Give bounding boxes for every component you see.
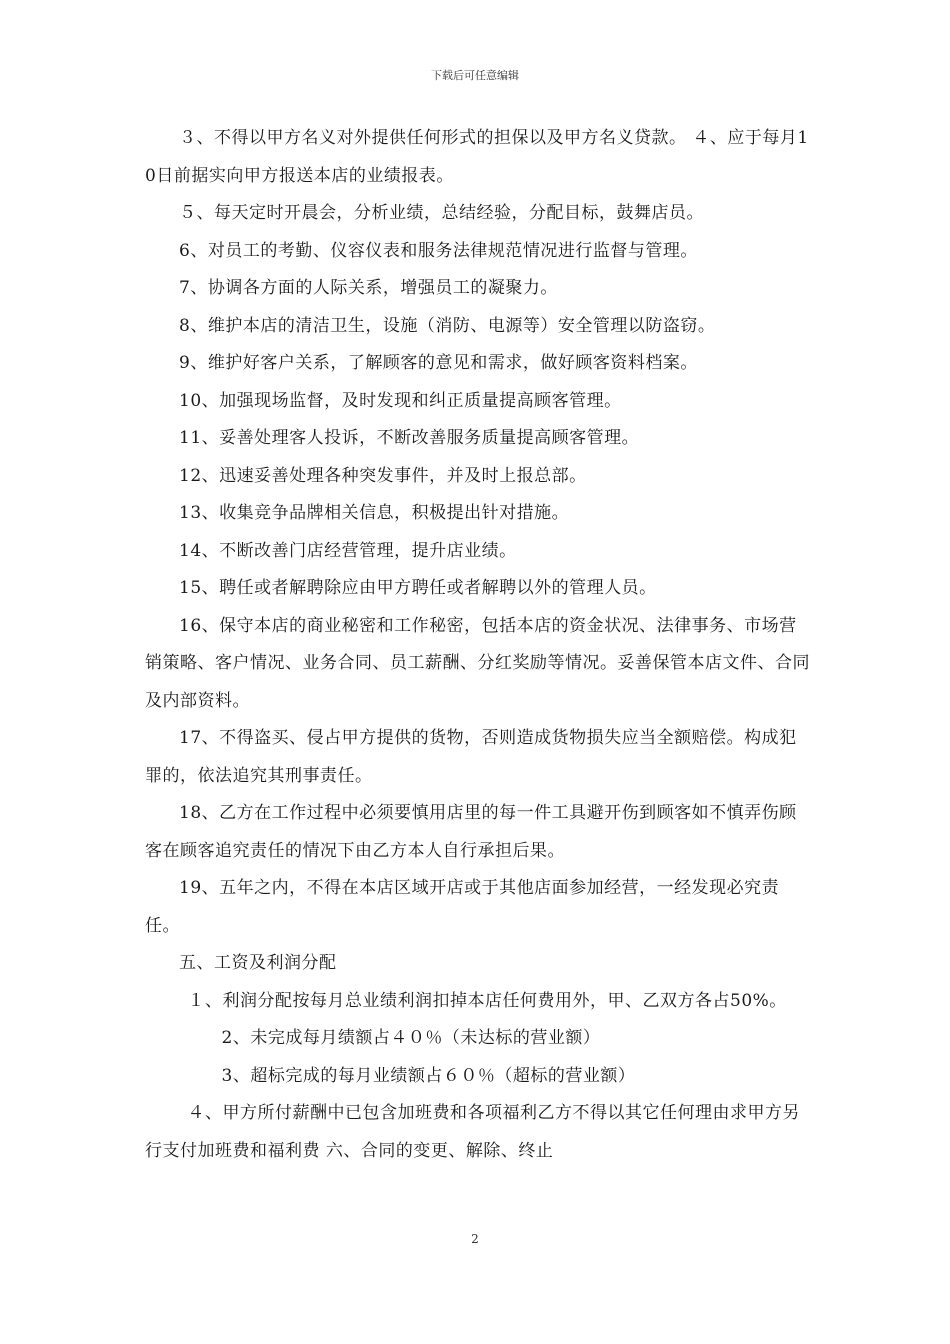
paragraph-clause-11: 11、妥善处理客人投诉，不断改善服务质量提高顾客管理。 (179, 428, 640, 448)
page-number: 2 (471, 1232, 479, 1246)
document-body (145, 120, 810, 1170)
paragraph-clause-3-4: ３、不得以甲方名义对外提供任何形式的担保以及甲方名义贷款。 ４、应于每月10日前据实向甲方报送本店的业绩报表。 (145, 128, 809, 186)
paragraph-clause-12: 12、迅速妥善处理各种突发事件，并及时上报总部。 (179, 465, 587, 486)
paragraph-profit-4: ４、甲方所付薪酬中已包含加班费和各项福利乙方不得以其它任何理由求甲方另行支付加班费和福利费 六、合同的变更、解除、终止 (145, 1103, 800, 1161)
paragraph-clause-16: 16、保守本店的商业秘密和工作秘密，包括本店的资金状况、法律事务、市场营销策略、客户情况、业务合同、员工薪酬、分红奖励等情况。妥善保管本店文件、合同及内部资料。 (145, 615, 810, 711)
paragraph-clause-6: 6、对员工的考勤、仪容仪表和服务法律规范情况进行监督与管理。 (179, 240, 698, 261)
paragraph-clause-14: 14、不断改善门店经营管理，提升店业绩。 (179, 540, 517, 561)
paragraph-clause-7: 7、协调各方面的人际关系，增强员工的凝聚力。 (179, 278, 558, 298)
paragraph-clause-8: 8、维护本店的清洁卫生，设施（消防、电源等）安全管理以防盗窃。 (179, 315, 716, 336)
paragraph-profit-3: 3、超标完成的每月业绩额占６０％（超标的营业额） (221, 1065, 636, 1086)
section-heading-salary-profit: 五、工资及利润分配 (179, 953, 337, 973)
paragraph-clause-5: ５、每天定时开晨会，分析业绩，总结经验，分配目标，鼓舞店员。 (179, 203, 704, 223)
paragraph-clause-17: 17、不得盗买、侵占甲方提供的货物，否则造成货物损失应当全额赔偿。构成犯罪的，依法追究其刑事责任。 (145, 728, 797, 786)
paragraph-clause-10: 10、加强现场监督，及时发现和纠正质量提高顾客管理。 (179, 390, 622, 411)
paragraph-profit-1: １、利润分配按每月总业绩利润扣掉本店任何费用外，甲、乙双方各占50%。 (187, 990, 787, 1011)
paragraph-profit-2: 2、未完成每月绩额占４０％（未达标的营业额） (221, 1028, 601, 1048)
paragraph-clause-13: 13、收集竞争品牌相关信息，积极提出针对措施。 (179, 503, 570, 523)
page-header: 下载后可任意编辑 (431, 69, 519, 82)
paragraph-clause-18: 18、乙方在工作过程中必须要慎用店里的每一件工具避开伤到顾客如不慎弄伤顾客在顾客追究责任的情况下由乙方本人自行承担后果。 (145, 803, 797, 861)
paragraph-clause-9: 9、维护好客户关系，了解顾客的意见和需求，做好顾客资料档案。 (179, 353, 698, 373)
paragraph-clause-15: 15、聘任或者解聘除应由甲方聘任或者解聘以外的管理人员。 (179, 578, 657, 598)
paragraph-clause-19: 19、五年之内，不得在本店区域开店或于其他店面参加经营，一经发现必究责任。 (145, 878, 780, 936)
